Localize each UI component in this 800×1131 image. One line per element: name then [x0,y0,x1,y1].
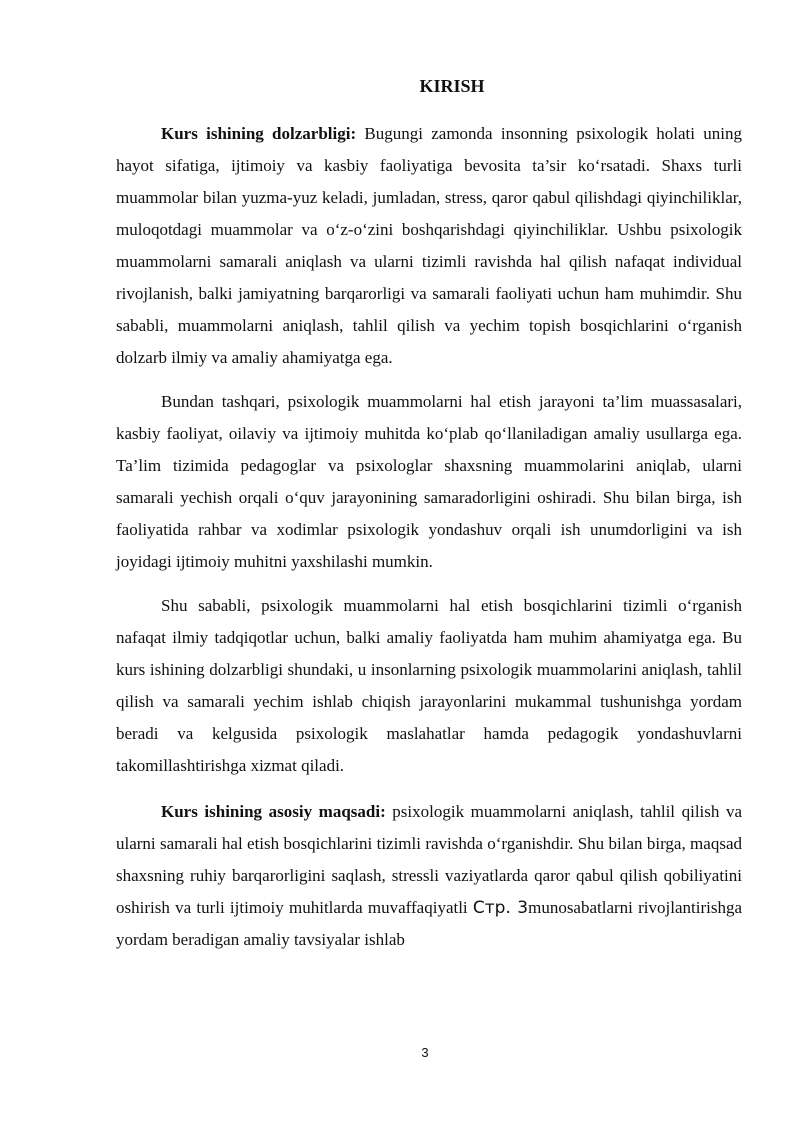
page-title: KIRISH [419,76,485,96]
paragraph-text: Bundan tashqari, psixologik muammolarni hal etish jarayoni ta’lim muassasalari, kasbiy faoliyat, oilaviy va ijtimoiy muhitda ko‘plab qo‘llaniladigan amaliy usullarga ega. Ta’lim tizimida pedagoglar va psixologlar shaxsning muammolarini aniqlab, ularni samarali yechish orqali o‘quv jarayonining samaradorligini oshiradi. Shu bilan birga, ish faoliyatida rahbar va xodimlar psixologik yondashuv orqali ish unumdorligini va ish joyidagi ijtimoiy muhitni yaxshilashi mumkin. [116,392,742,571]
page-stamp: Стр. 3 [472,898,529,918]
paragraph-text: Shu sababli, psixologik muammolarni hal etish bosqichlarini tizimli o‘rganish nafaqat ilmiy tadqiqotlar uchun, balki amaliy faoliyatda ham muhim ahamiyatga ega. Bu kurs ishining dolzarbligi shundaki, u insonlarning psixologik muammolarini aniqlash, tahlil qilish va samarali yechim ishlab chiqish jarayonlarini mukammal tushunishga yordam beradi va kelgusida psixologik maslahatlar hamda pedagogik yondashuvlarni takomillashtirishga xizmat qiladi. [116,596,742,775]
paragraph-text: Bugungi zamonda insonning psixologik holati uning hayot sifatiga, ijtimoiy va kasbiy faoliyatiga bevosita ta’sir ko‘rsatadi. Shaxs turli muammolar bilan yuzma-yuz keladi, jumladan, stress, qaror qabul qilishdagi qiyinchiliklar, muloqotdagi muammolar va o‘z-o‘zini boshqarishdagi qiyinchiliklar. Ushbu psixologik muammolarni samarali aniqlash va ularni tizimli ravishda hal qilish nafaqat individual rivojlanish, balki jamiyatning barqarorligi va samarali faoliyati uchun ham muhimdir. Shu sababli, muammolarni aniqlash, tahlil qilish va yechim topish bosqichlarini o‘rganish dolzarb ilmiy va amaliy ahamiyatga ega. [116,124,742,367]
paragraph-lead: Kurs ishining asosiy maqsadi: [161,802,386,821]
paragraph-text-continued: munosabatlarni rivojlantirishga yordam beradigan amaliy tavsiyalar ishlab [116,898,743,949]
paragraph-lead: Kurs ishining dolzarbligi: [161,124,357,143]
document-body [116,118,742,968]
paragraph-reason [116,590,742,782]
paragraph-text: psixologik muammolarni aniqlash, tahlil qilish va ularni samarali hal etish bosqichlarini tizimli ravishda o‘rganishdir. Shu bilan birga, maqsad shaxsning ruhiy barqarorligini saqlash, stressli vaziyatlarda qaror qabul qilish qobiliyatini oshirish va turli ijtimoiy muhitlarda muvaffaqiyatli [116,802,742,917]
page-number: 3 [421,1045,429,1060]
paragraph-goal [116,796,742,956]
paragraph-relevance [116,118,742,374]
paragraph-additional [116,386,742,578]
